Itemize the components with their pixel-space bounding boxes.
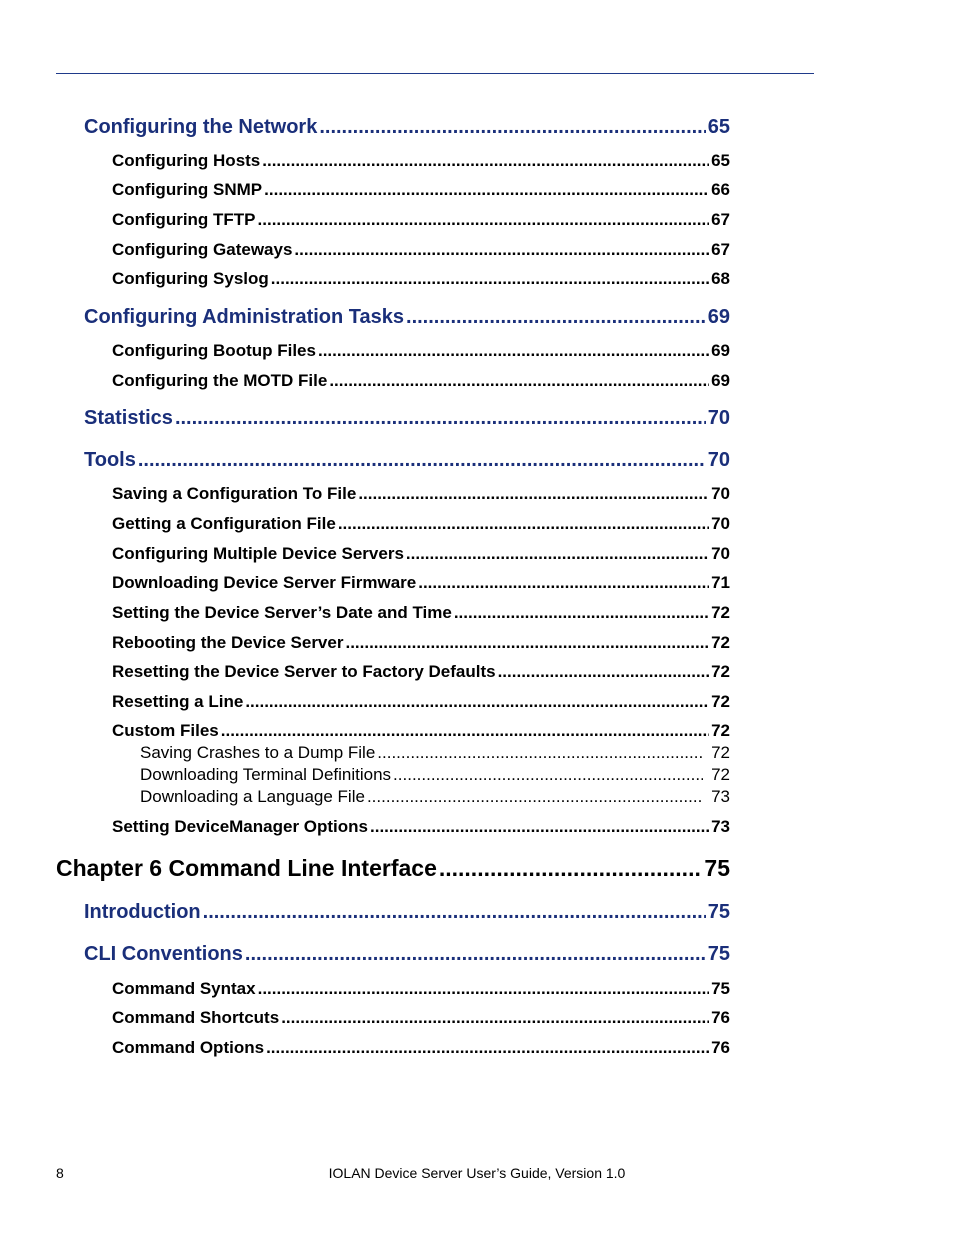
toc-entry-title: Configuring Administration Tasks bbox=[84, 306, 405, 328]
toc-entry-page: 75 bbox=[704, 855, 730, 881]
toc-entry-page: 72 bbox=[711, 633, 730, 652]
toc-entry-page: 73 bbox=[711, 787, 730, 806]
dot-leader bbox=[406, 306, 706, 329]
toc-section-entry[interactable] bbox=[84, 306, 730, 329]
toc-entry-title: CLI Conventions bbox=[84, 943, 243, 965]
toc-entry-page: 76 bbox=[711, 1008, 730, 1027]
toc-entry-page: 76 bbox=[711, 1038, 730, 1057]
toc-entry-page: 70 bbox=[711, 544, 730, 563]
toc-entry-page: 70 bbox=[707, 449, 730, 471]
toc-entry-title: Downloading Device Server Firmware bbox=[112, 573, 417, 592]
toc-subsection-entry[interactable] bbox=[112, 633, 730, 653]
toc-section-entry[interactable] bbox=[84, 407, 730, 430]
toc-entry-title: Configuring TFTP bbox=[112, 210, 256, 229]
toc-entry-title: Configuring Bootup Files bbox=[112, 341, 316, 360]
dot-leader bbox=[264, 180, 709, 200]
toc-entry-page: 72 bbox=[711, 692, 730, 711]
toc-section-entry[interactable] bbox=[84, 116, 730, 139]
dot-leader bbox=[281, 1008, 709, 1028]
toc-entry-title: Saving Crashes to a Dump File bbox=[140, 743, 376, 762]
dot-leader bbox=[138, 449, 706, 472]
dot-leader bbox=[319, 116, 705, 139]
toc-entry-page: 69 bbox=[711, 371, 730, 390]
toc-entry-page: 69 bbox=[707, 306, 730, 328]
toc-subsection-entry[interactable] bbox=[112, 180, 730, 200]
toc-entry-title: Configuring Multiple Device Servers bbox=[112, 544, 404, 563]
dot-leader bbox=[418, 573, 709, 593]
toc-chapter-entry[interactable] bbox=[56, 855, 730, 882]
footer-page-number: 8 bbox=[56, 1165, 64, 1181]
header-rule bbox=[56, 73, 814, 74]
toc-entry-page: 73 bbox=[711, 817, 730, 836]
dot-leader bbox=[271, 269, 709, 289]
toc-subsection-entry[interactable] bbox=[112, 341, 730, 361]
toc-subsection-entry[interactable] bbox=[112, 573, 730, 593]
dot-leader bbox=[358, 484, 709, 504]
toc-entry-page: 72 bbox=[711, 603, 730, 622]
toc-entry-page: 67 bbox=[711, 240, 730, 259]
toc-entry-title: Statistics bbox=[84, 407, 173, 429]
dot-leader bbox=[367, 787, 703, 807]
toc-entry-title: Configuring the Network bbox=[84, 116, 318, 138]
toc-entry-title: Resetting the Device Server to Factory Defaults bbox=[112, 662, 496, 681]
toc-subsection-entry[interactable] bbox=[112, 603, 730, 623]
dot-leader bbox=[175, 407, 706, 430]
dot-leader bbox=[345, 633, 709, 653]
toc-entry-title: Resetting a Line bbox=[112, 692, 244, 711]
toc-entry-title: Configuring Hosts bbox=[112, 151, 261, 170]
toc-subsection-entry[interactable] bbox=[112, 269, 730, 289]
toc-entry-title: Getting a Configuration File bbox=[112, 514, 336, 533]
toc-entry-title: Introduction bbox=[84, 901, 201, 923]
toc-entry-page: 65 bbox=[707, 116, 730, 138]
toc-entry-page: 75 bbox=[707, 901, 730, 923]
toc-entry-title: Setting DeviceManager Options bbox=[112, 817, 368, 836]
toc-subsection-entry[interactable] bbox=[112, 240, 730, 260]
toc-entry-title: Downloading Terminal Definitions bbox=[140, 765, 392, 784]
dot-leader bbox=[393, 765, 703, 785]
dot-leader bbox=[377, 743, 703, 763]
toc-entry-title: Saving a Configuration To File bbox=[112, 484, 357, 503]
toc-entry-title: Downloading a Language File bbox=[140, 787, 365, 806]
toc-entry-page: 72 bbox=[711, 721, 730, 740]
dot-leader bbox=[266, 1038, 709, 1058]
toc-entry-title: Configuring Syslog bbox=[112, 269, 269, 288]
dot-leader bbox=[406, 544, 709, 564]
toc-subsection-entry[interactable] bbox=[112, 514, 730, 534]
toc-subsection-entry[interactable] bbox=[112, 692, 730, 712]
toc-entry-page: 69 bbox=[711, 341, 730, 360]
dot-leader bbox=[498, 662, 710, 682]
toc-entry-page: 72 bbox=[711, 743, 730, 762]
toc-entry-page: 70 bbox=[711, 484, 730, 503]
dot-leader bbox=[203, 901, 706, 924]
toc-subsection-entry[interactable] bbox=[112, 817, 730, 837]
dot-leader bbox=[338, 514, 709, 534]
toc-subsection-entry[interactable] bbox=[112, 484, 730, 504]
dot-leader bbox=[318, 341, 709, 361]
toc-entry-page: 75 bbox=[711, 979, 730, 998]
toc-entry-page: 70 bbox=[707, 407, 730, 429]
dot-leader bbox=[262, 151, 709, 171]
dot-leader bbox=[245, 943, 706, 966]
toc-entry-title: Custom Files bbox=[112, 721, 219, 740]
toc-entry-title: Rebooting the Device Server bbox=[112, 633, 344, 652]
toc-entry-title: Configuring Gateways bbox=[112, 240, 293, 259]
toc-section-entry[interactable] bbox=[84, 449, 730, 472]
toc-entry-page: 72 bbox=[711, 662, 730, 681]
toc-entry-page: 72 bbox=[711, 765, 730, 784]
toc-subsubsection-entry[interactable] bbox=[140, 787, 730, 807]
toc-subsubsection-entry[interactable] bbox=[140, 765, 730, 785]
dot-leader bbox=[294, 240, 709, 260]
toc-entry-page: 67 bbox=[711, 210, 730, 229]
toc-entry-title: Command Syntax bbox=[112, 979, 256, 998]
toc-entry-title: Setting the Device Server’s Date and Time bbox=[112, 603, 452, 622]
toc-entry-page: 65 bbox=[711, 151, 730, 170]
toc-entry-title: Chapter 6 Command Line Interface bbox=[56, 855, 437, 881]
toc-section-entry[interactable] bbox=[84, 901, 730, 924]
toc-entry-title: Configuring SNMP bbox=[112, 180, 263, 199]
toc-subsubsection-entry[interactable] bbox=[140, 743, 730, 763]
toc-subsection-entry[interactable] bbox=[112, 371, 730, 391]
dot-leader bbox=[221, 721, 709, 741]
toc-entry-page: 71 bbox=[711, 573, 730, 592]
toc-subsection-entry[interactable] bbox=[112, 721, 730, 741]
toc-entry-page: 68 bbox=[711, 269, 730, 288]
toc-entry-page: 70 bbox=[711, 514, 730, 533]
toc-entry-title: Command Options bbox=[112, 1038, 265, 1057]
dot-leader bbox=[258, 210, 710, 230]
footer-document-title: IOLAN Device Server User’s Guide, Version 1.0 bbox=[328, 1165, 626, 1181]
toc-subsection-entry[interactable] bbox=[112, 1038, 730, 1058]
toc-subsection-entry[interactable] bbox=[112, 151, 730, 171]
toc-subsection-entry[interactable] bbox=[112, 979, 730, 999]
toc-entry-title: Configuring the MOTD File bbox=[112, 371, 328, 390]
toc-subsection-entry[interactable] bbox=[112, 210, 730, 230]
toc-subsection-entry[interactable] bbox=[112, 1008, 730, 1028]
toc-subsection-entry[interactable] bbox=[112, 662, 730, 682]
dot-leader bbox=[454, 603, 709, 623]
dot-leader bbox=[258, 979, 709, 999]
toc-entry-title: Tools bbox=[84, 449, 136, 471]
dot-leader bbox=[370, 817, 709, 837]
toc-entry-title: Command Shortcuts bbox=[112, 1008, 280, 1027]
toc-entry-page: 66 bbox=[711, 180, 730, 199]
dot-leader bbox=[329, 371, 709, 391]
toc-subsection-entry[interactable] bbox=[112, 544, 730, 564]
toc-section-entry[interactable] bbox=[84, 943, 730, 966]
dot-leader bbox=[439, 855, 703, 882]
toc-entry-page: 75 bbox=[707, 943, 730, 965]
dot-leader bbox=[245, 692, 709, 712]
